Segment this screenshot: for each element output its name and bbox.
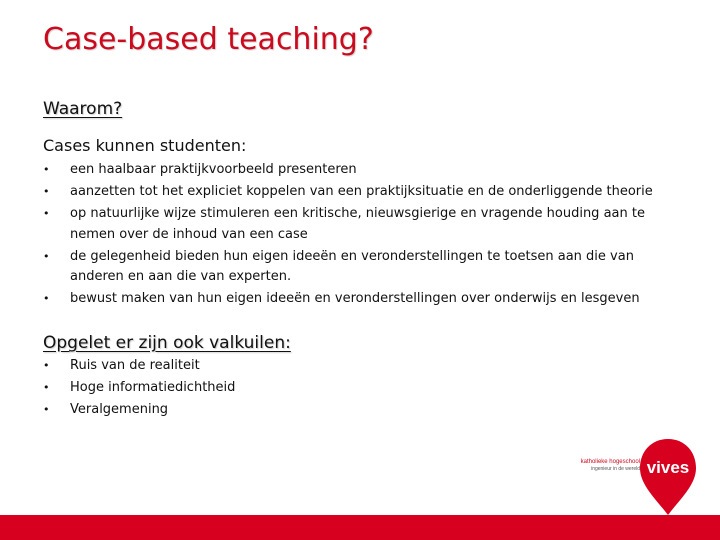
bullet-icon: •	[43, 207, 50, 220]
list-item: • Veralgemening	[43, 400, 683, 421]
logo-tagline: katholieke hogeschool ingenieur in de wereld	[580, 459, 640, 472]
list-item: • op natuurlijke wijze stimuleren een kritische, nieuwsgierige en vragende houding aan te nemen over de inhoud van een case	[43, 206, 645, 242]
bullet-icon: •	[43, 185, 50, 198]
bullet-icon: •	[43, 292, 50, 305]
bullet-icon: •	[43, 249, 50, 263]
list-item: • de gelegenheid bieden hun eigen ideeën en veronderstellingen te toetsen aan die van anderen en aan die van experten.	[43, 248, 634, 284]
bullet-icon: •	[43, 403, 50, 416]
bullet-icon: •	[43, 359, 50, 372]
footer-bar	[0, 515, 720, 540]
vives-logo	[578, 437, 698, 517]
why-heading: Waarom?	[43, 99, 123, 119]
list-item: • aanzetten tot het expliciet koppelen van een praktijksituatie en de onderliggende theorie	[43, 182, 683, 203]
bullet-icon: •	[43, 381, 50, 394]
slide-title: Case-based teaching?	[43, 22, 374, 57]
why-list	[43, 160, 683, 311]
list-item: • Hoge informatiedichtheid	[43, 378, 683, 399]
location-pin-icon	[638, 437, 698, 517]
bullet-icon: •	[43, 163, 50, 176]
list-item: • een haalbaar praktijkvoorbeeld presenteren	[43, 160, 683, 181]
intro-text: Cases kunnen studenten:	[43, 136, 247, 155]
list-item: • Ruis van de realiteit	[43, 356, 683, 377]
pitfalls-list	[43, 356, 683, 422]
pitfalls-heading: Opgelet er zijn ook valkuilen:	[43, 333, 291, 353]
list-item: • bewust maken van hun eigen ideeën en veronderstellingen over onderwijs en lesgeven	[43, 289, 683, 310]
logo-wordmark: vives	[646, 458, 690, 477]
